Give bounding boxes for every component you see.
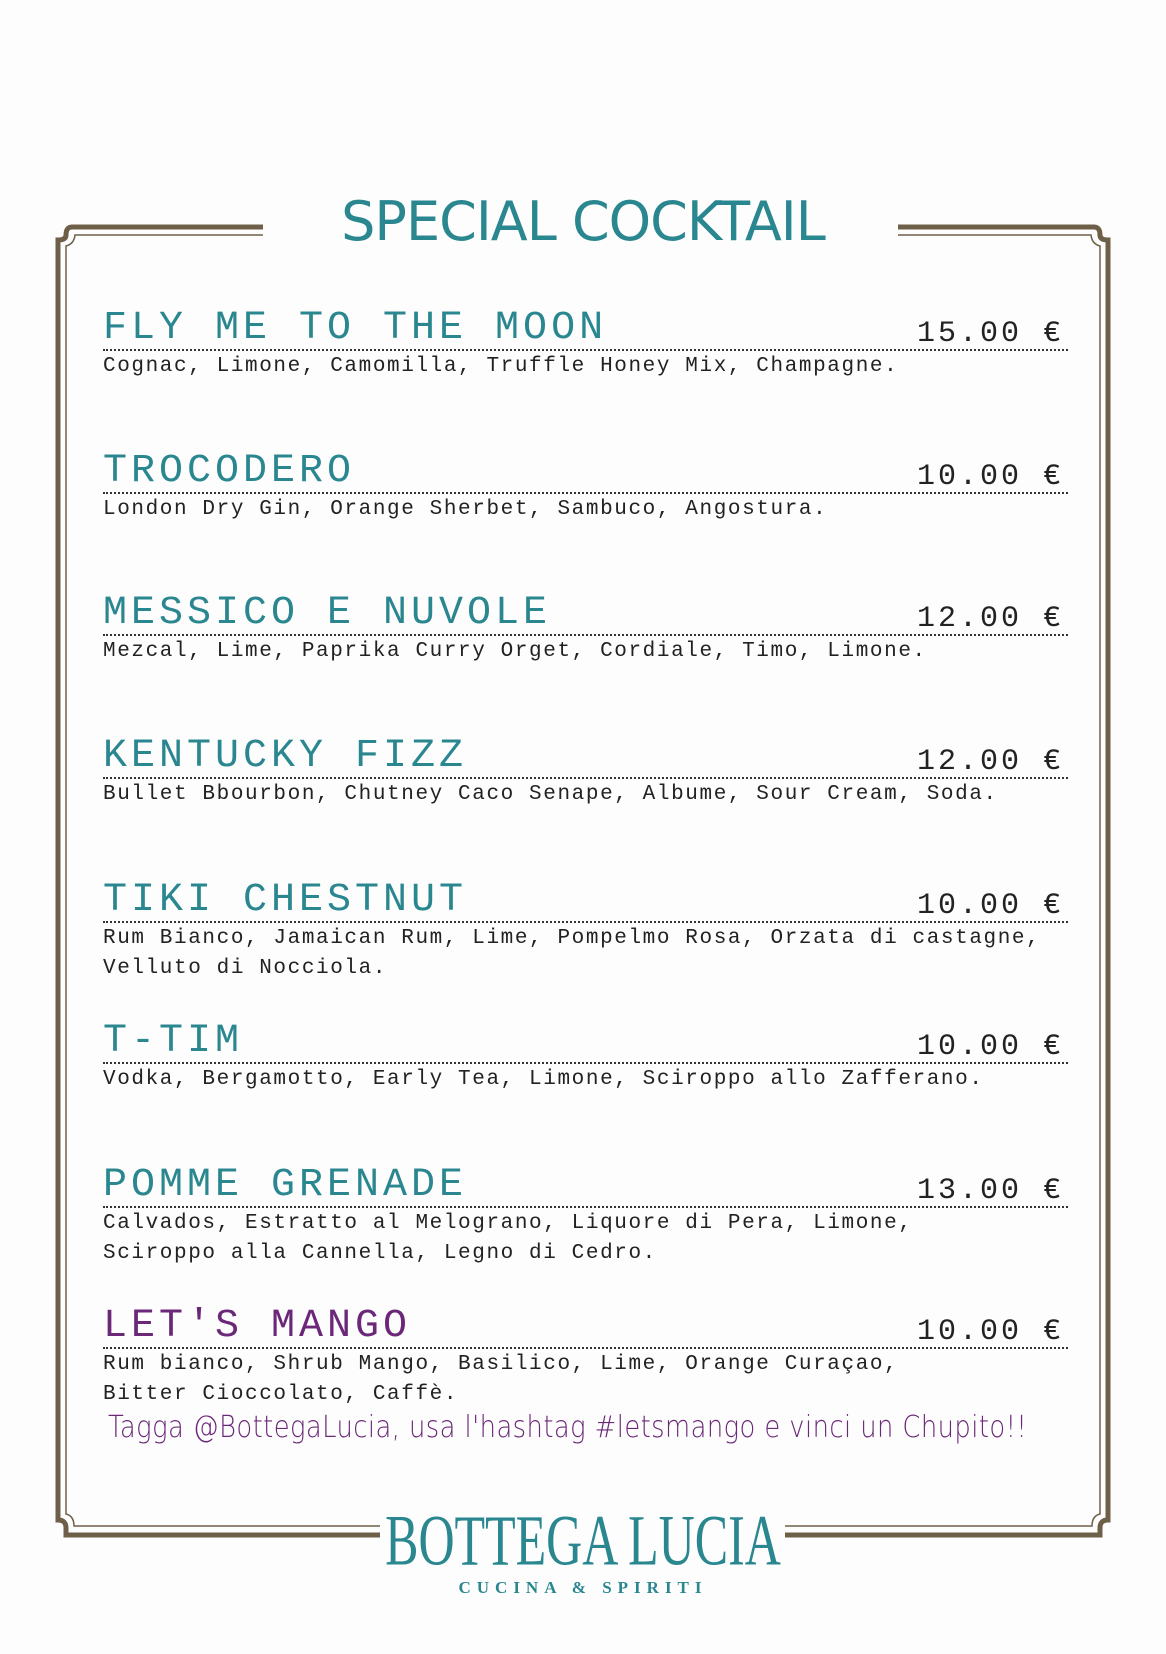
item-price: 12.00 € bbox=[916, 602, 1064, 636]
item-name: T-TIM bbox=[103, 1019, 244, 1064]
item-price: 10.00 € bbox=[916, 1315, 1064, 1349]
promo-text: Tagga @BottegaLucia, usa l'hashtag #letsmango e vinci un Chupito!! bbox=[108, 1410, 1028, 1445]
menu-item bbox=[103, 1162, 1068, 1269]
menu-item bbox=[103, 448, 1068, 525]
item-name: MESSICO E NUVOLE bbox=[103, 591, 552, 636]
menu-item bbox=[103, 305, 1068, 382]
menu-item bbox=[103, 733, 1068, 810]
item-name: FLY ME TO THE MOON bbox=[103, 306, 608, 351]
item-name: TIKI CHESTNUT bbox=[103, 878, 468, 923]
item-description: Rum Bianco, Jamaican Rum, Lime, Pompelmo Rosa, Orzata di castagne, Velluto di Nocciola. bbox=[103, 927, 1041, 980]
item-description: Calvados, Estratto al Melograno, Liquore di Pera, Limone, Sciroppo alla Cannella, Legno di Cedro. bbox=[103, 1212, 913, 1265]
item-description: Bullet Bbourbon, Chutney Caco Senape, Albume, Sour Cream, Soda. bbox=[103, 783, 998, 806]
menu-item bbox=[103, 1018, 1068, 1095]
item-description: Cognac, Limone, Camomilla, Truffle Honey Mix, Champagne. bbox=[103, 355, 899, 378]
item-price: 10.00 € bbox=[916, 889, 1064, 923]
menu-item bbox=[103, 590, 1068, 667]
item-description: Mezcal, Lime, Paprika Curry Orget, Cordiale, Timo, Limone. bbox=[103, 640, 927, 663]
item-header bbox=[103, 733, 1068, 779]
item-price: 15.00 € bbox=[916, 317, 1064, 351]
menu-item bbox=[103, 1303, 1068, 1410]
item-price: 12.00 € bbox=[916, 745, 1064, 779]
item-description: Vodka, Bergamotto, Early Tea, Limone, Sciroppo allo Zafferano. bbox=[103, 1068, 984, 1091]
item-header bbox=[103, 1018, 1068, 1064]
page-title: SPECIAL COCKTAIL bbox=[341, 190, 825, 253]
item-header bbox=[103, 1303, 1068, 1349]
item-description: London Dry Gin, Orange Sherbet, Sambuco, Angostura. bbox=[103, 498, 828, 521]
item-header bbox=[103, 448, 1068, 494]
brand-logo: BOTTEGA LUCIA bbox=[385, 1499, 781, 1581]
brand-tagline: CUCINA & SPIRITI bbox=[458, 1578, 708, 1597]
item-name: KENTUCKY FIZZ bbox=[103, 734, 468, 779]
item-header bbox=[103, 877, 1068, 923]
menu-item bbox=[103, 877, 1068, 984]
item-price: 10.00 € bbox=[916, 1030, 1064, 1064]
item-name: LET'S MANGO bbox=[103, 1304, 412, 1349]
item-name: TROCODERO bbox=[103, 449, 356, 494]
item-header bbox=[103, 305, 1068, 351]
item-name: POMME GRENADE bbox=[103, 1163, 468, 1208]
item-price: 13.00 € bbox=[916, 1174, 1064, 1208]
item-header bbox=[103, 1162, 1068, 1208]
item-price: 10.00 € bbox=[916, 460, 1064, 494]
item-header bbox=[103, 590, 1068, 636]
item-description: Rum bianco, Shrub Mango, Basilico, Lime, Orange Curaçao, Bitter Cioccolato, Caffè. bbox=[103, 1353, 899, 1406]
